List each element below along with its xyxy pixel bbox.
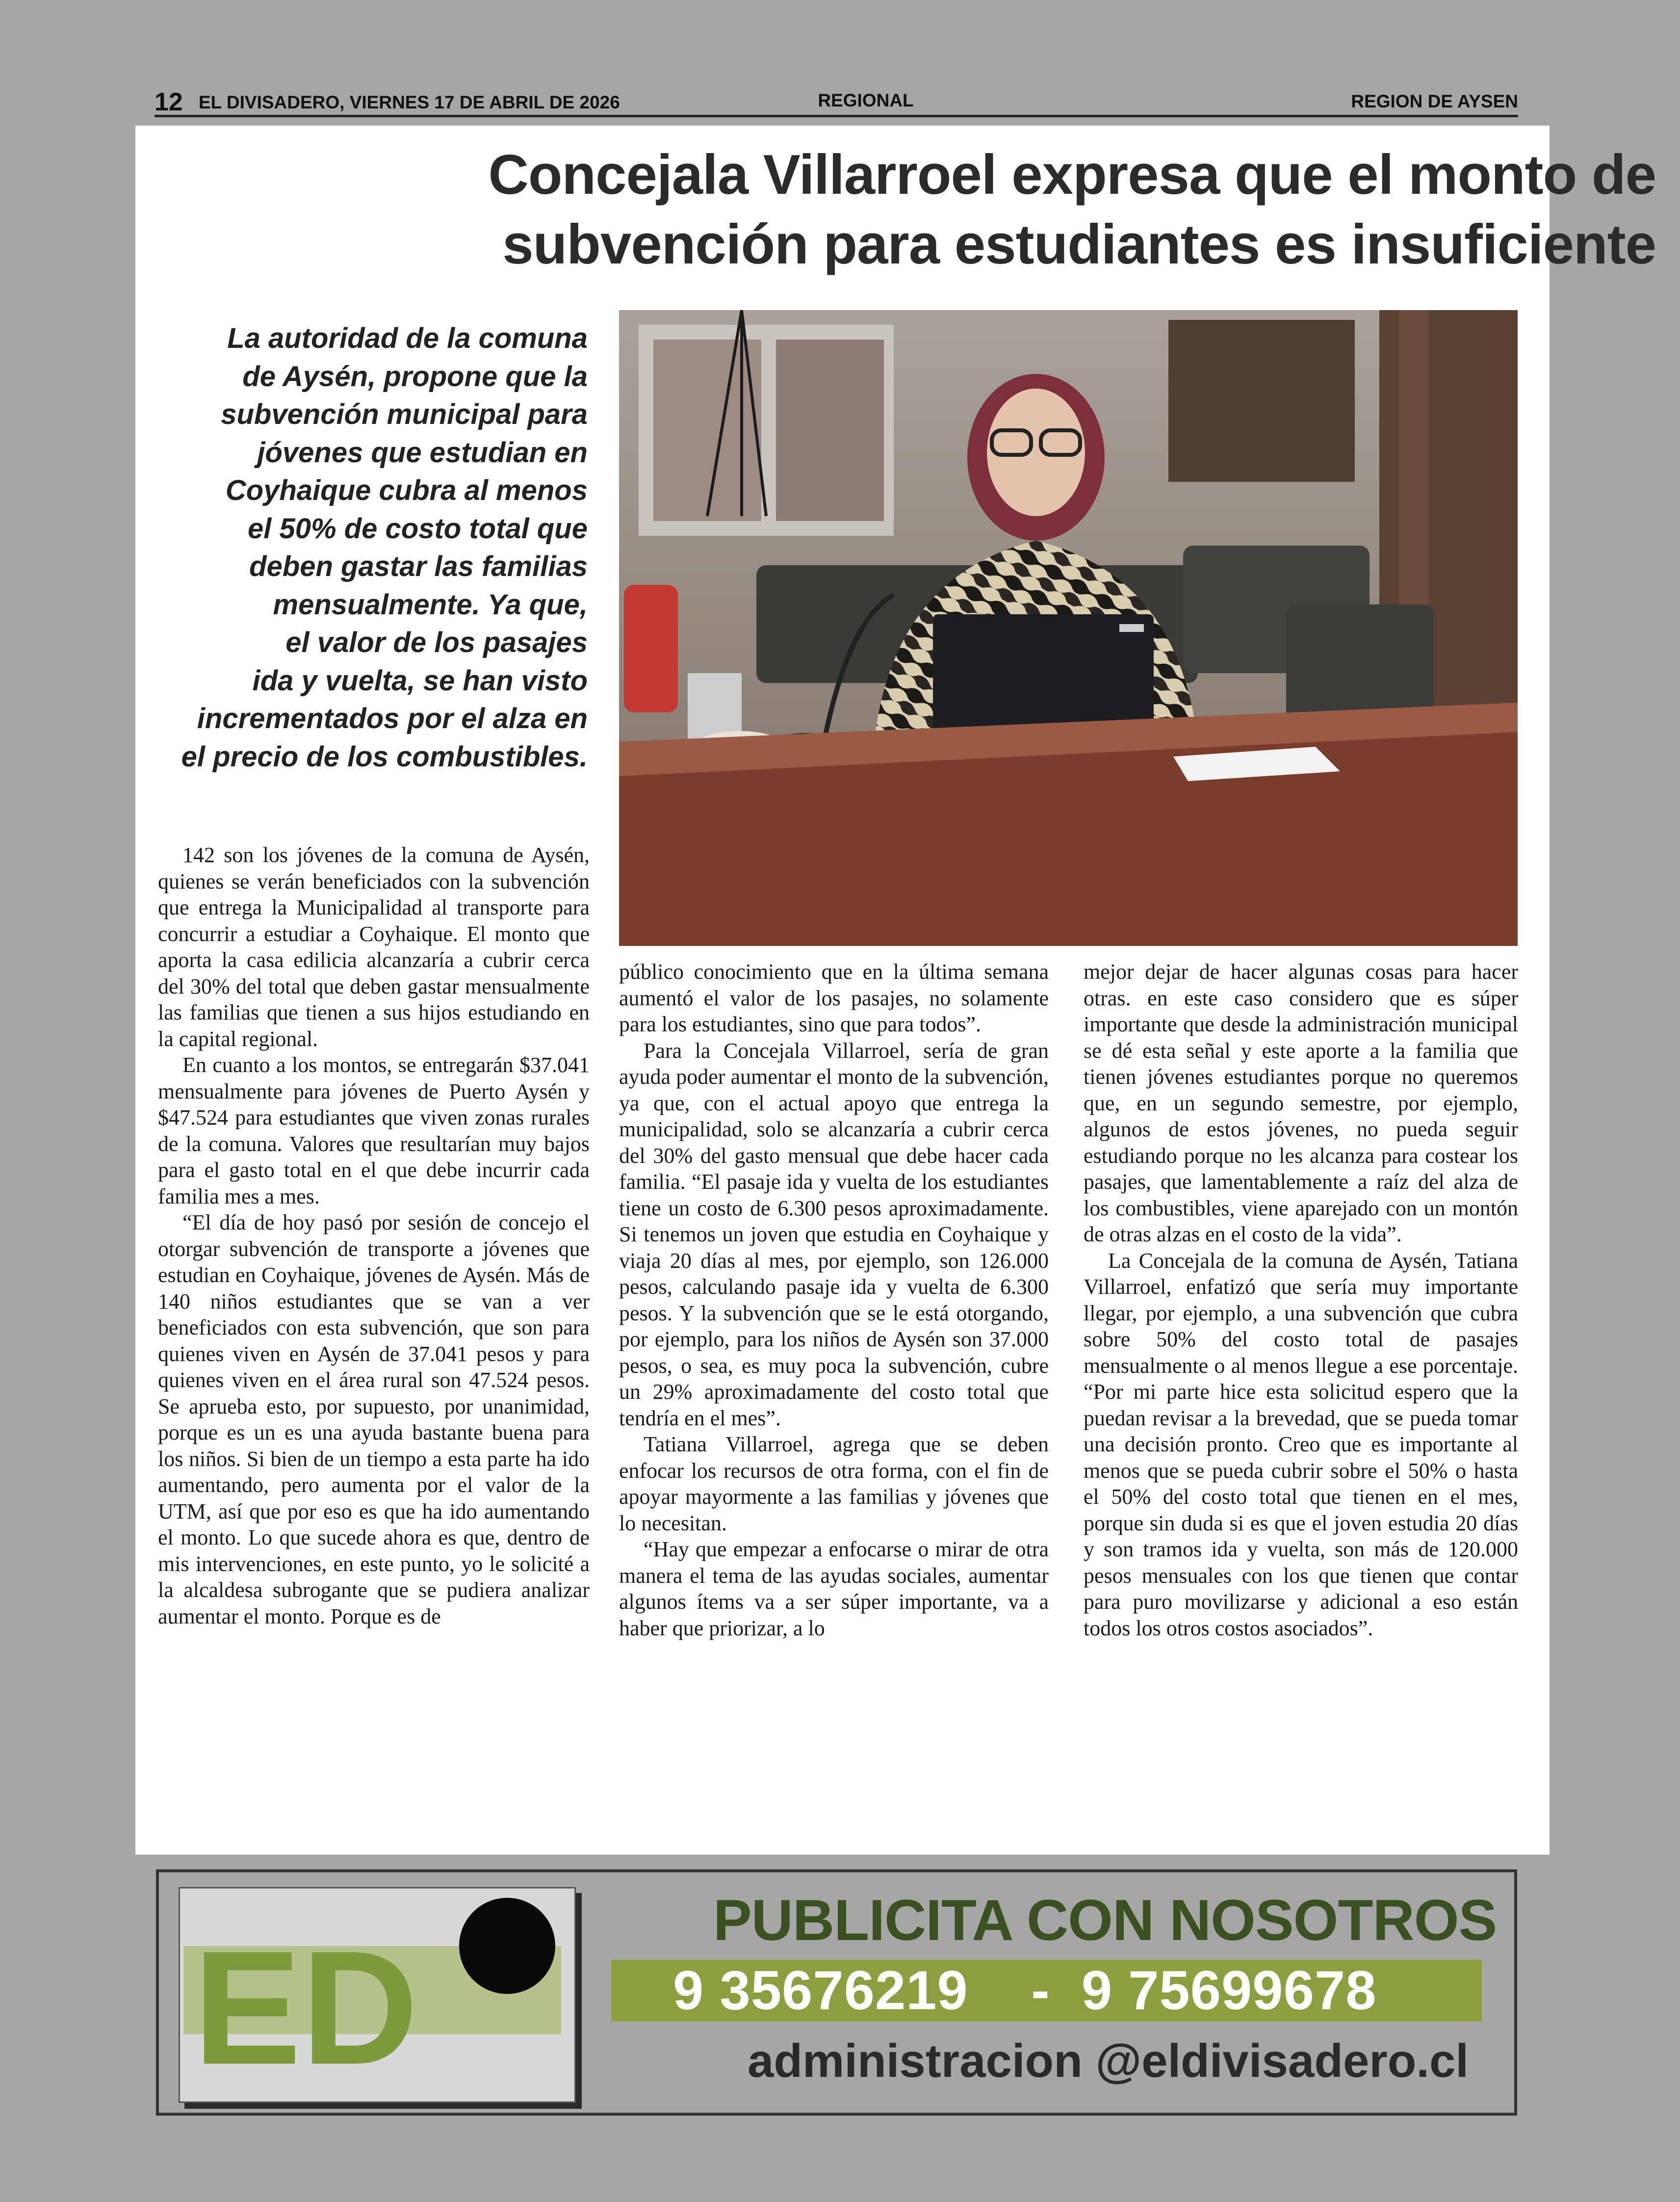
- lead-line: incrementados por el alza en: [197, 703, 588, 734]
- lead-line: el 50% de costo total que: [248, 512, 588, 545]
- ad-email: administracion @eldivisadero.cl: [748, 2035, 1469, 2087]
- paragraph: mejor dejar de hacer algunas cosas para hacer otras. en este caso considero que es súper importante que desde la administración municipal se dé esta señal y este aporte a la familia que tienen jóvenes estudiantes porque no queremos que, en un segundo semestre, por ejemplo, algunos de estos jóvenes, no pueda seguir estudiando porque no les alcanza para costear los pasajes, que lamentablemente a raíz del alza de los combustibles, viene aparejado con un montón de otras alzas en el costo de la vida”.: [1084, 960, 1518, 1246]
- paragraph: “Hay que empezar a enfocarse o mirar de otra manera el tema de las ayudas sociales, aumentar algunos ítems va a ser súper importante, va a haber que priorizar, a lo: [619, 1537, 1049, 1640]
- lead-line: subvención municipal para: [221, 398, 588, 430]
- article-headline: [292, 140, 1656, 280]
- article-column-1: [158, 842, 590, 1629]
- paragraph: público conocimiento que en la última semana aumentó el valor de los pasajes, no solamente para los estudiantes, sino que para todos”.: [619, 960, 1049, 1036]
- headline-line: subvención para estudiantes es insuficiente: [502, 213, 1656, 276]
- page-number: 12: [155, 88, 183, 116]
- article-column-3: [1084, 959, 1518, 1641]
- lead-line: ida y vuelta, se han visto: [252, 664, 588, 697]
- paragraph: 142 son los jóvenes de la comuna de Aysén, quienes se verán beneficiados con la subvención que entrega la Municipalidad al transporte para concurrir a estudiar a Coyhaique. El monto que aporta la casa edilicia alcanzaría a cubrir cerca del 30% del total que deben gastar mensualmente las familias que tienen a sus hijos estudiando en la capital regional.: [158, 843, 590, 1051]
- running-header: [155, 87, 1518, 117]
- paragraph: Para la Concejala Villarroel, sería de gran ayuda poder aumentar el monto de la subvención, ya que, con el actual apoyo que entrega la municipalidad, solo se alcanzaría a cubrir cerca del 30% del gasto mensual que debe hacer cada familia. “El pasaje ida y vuelta de los estudiantes tiene un costo de 6.300 pesos aproximadamente. Si tenemos un joven que estudia en Coyhaique y viaja 20 días al mes, por ejemplo, son 126.000 pesos, calculando pasaje ida y vuelta de 6.300 pesos. Y la subvención que se le está otorgando, por ejemplo, para los niños de Aysén son 37.000 pesos, o sea, es muy poca la subvención, cubre un 29% aproximadamente del costo total que tendría en el mes”.: [619, 1038, 1049, 1430]
- lead-line: de Aysén, propone que la: [242, 360, 588, 393]
- article-column-2: [619, 959, 1049, 1641]
- publication-dateline: EL DIVISADERO, VIERNES 17 DE ABRIL DE 2026: [199, 92, 620, 112]
- paragraph: La Concejala de la comuna de Aysén, Tatiana Villarroel, enfatizó que sería muy importante llegar, por ejemplo, a una subvención que cubra sobre 50% del costo total de pasajes mensualmente o al menos llegue a ese porcentaje. “Por mi parte hice esta solicitud espero que la puedan revisar a la brevedad, que se pueda tomar una decisión pronto. Creo que es importante al menos que se pueda cubrir sobre el 50% o hasta el 50% del costo total que tienen en el mes, porque sin duda si es que el joven estudia 20 días y son tramos ida y vuelta, son más de 120.000 pesos mensuales con los que tienen que contar para puro movilizarse y adicional a eso están todos los otros costos asociados”.: [1084, 1248, 1518, 1640]
- article-sheet: [135, 126, 1656, 1855]
- lead-line: jóvenes que estudian en: [257, 436, 588, 469]
- lead-line: La autoridad de la comuna: [227, 322, 588, 354]
- lead-line: el precio de los combustibles.: [181, 740, 588, 773]
- eldivisadero-logo: [183, 1892, 561, 2088]
- ad-phone-numbers: 9 35676219 - 9 75699678: [673, 1960, 1377, 2021]
- lead-line: mensualmente. Ya que,: [273, 588, 588, 621]
- logo-dot: [459, 1898, 555, 1994]
- headline-line: Concejala Villarroel expresa que el monto de: [488, 144, 1656, 206]
- paragraph: En cuanto a los montos, se entregarán $37.041 mensualmente para jóvenes de Puerto Aysén y $47.524 para estudiantes que viven zonas rurales de la comuna. Valores que resultarían muy bajos para el gasto total en el que debe incurrir cada familia mes a mes.: [158, 1053, 590, 1208]
- region-label: REGION DE AYSEN: [1351, 91, 1518, 111]
- advertisement-banner: [156, 1869, 1517, 2116]
- councilwoman-photo-illustration: [619, 310, 1518, 946]
- logo-letters: ED: [193, 1917, 418, 2088]
- lead-line: deben gastar las familias: [249, 550, 588, 582]
- lead-line: el valor de los pasajes: [285, 627, 588, 658]
- article-photo: [619, 310, 1518, 946]
- paragraph: “El día de hoy pasó por sesión de concejo el otorgar subvención de transporte a jóvenes que estudian en Coyhaique, jóvenes de Aysén. Más de 140 niños estudiantes que se van a ver beneficiados con esta subvención, que son para quienes viven en Aysén de 37.041 pesos y para quienes viven en el área rural son 47.524 pesos. Se aprueba esto, por supuesto, por unanimidad, porque es un es una ayuda bastante buena para los niños. Si bien de un tiempo a esta parte ha ido aumentando, pero aumenta por el valor de la UTM, así que por eso es que ha ido aumentando el monto. Lo que sucede ahora es que, dentro de mis intervenciones, en este punto, yo le solicité a la alcaldesa subrogante que se pudiera analizar aumentar el monto. Porque es de: [158, 1210, 590, 1628]
- paragraph: Tatiana Villarroel, agrega que se deben enfocar los recursos de otra forma, con el fin de apoyar mayormente a las familias y jóvenes que lo necesitan.: [619, 1432, 1049, 1535]
- article-lead: [155, 319, 588, 776]
- lead-line: Coyhaique cubra al menos: [225, 474, 588, 506]
- ad-title: PUBLICITA CON NOSOTROS: [713, 1888, 1497, 1953]
- section-label: REGIONAL: [818, 90, 914, 110]
